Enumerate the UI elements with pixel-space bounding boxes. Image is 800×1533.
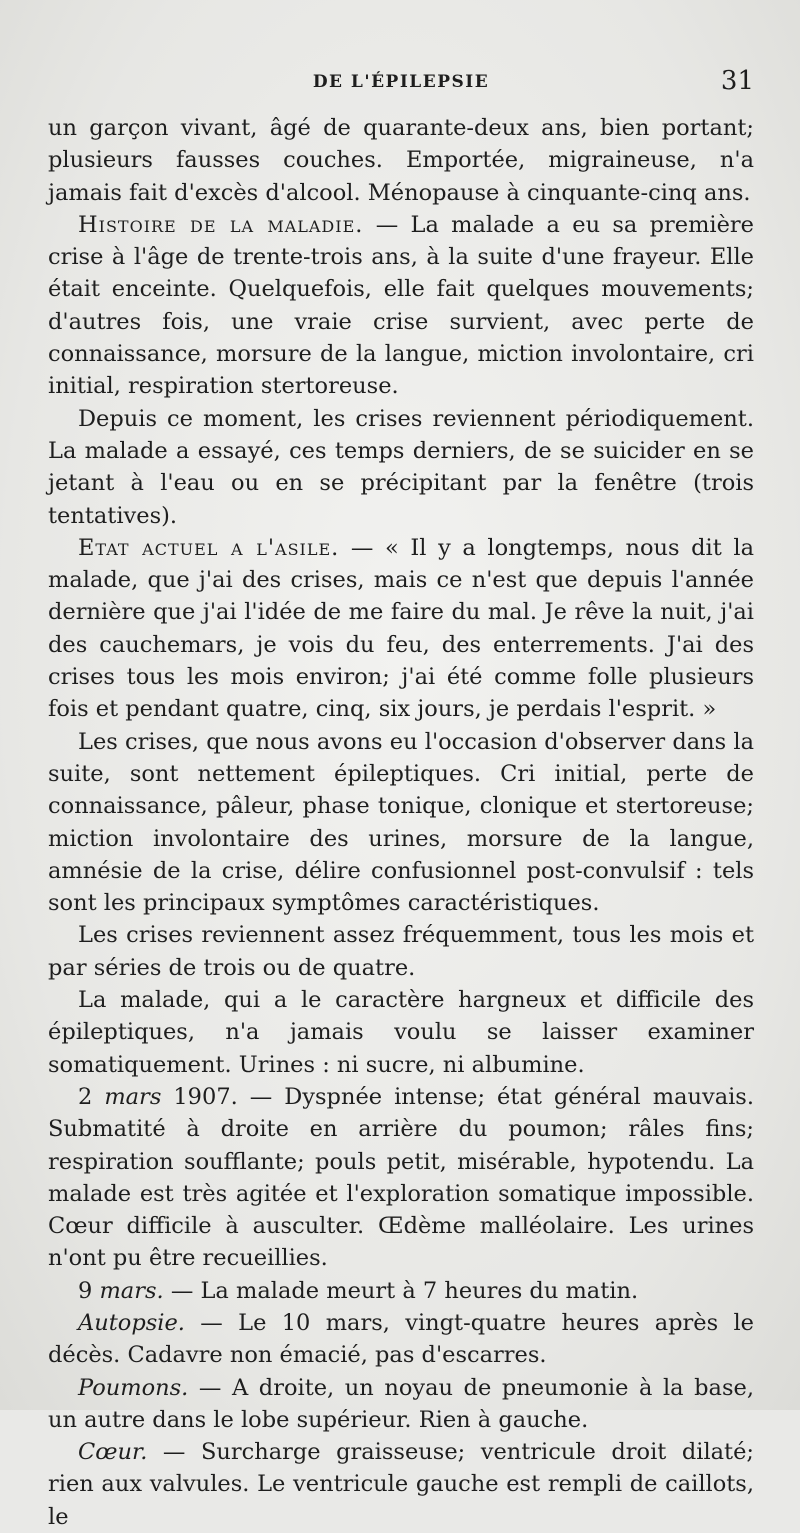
paragraph-observed-crises xyxy=(48,726,754,920)
body-text xyxy=(48,112,754,1533)
paragraph-character xyxy=(48,984,754,1081)
date-month: mars. xyxy=(99,1277,164,1304)
paragraph-text: — La malade a eu sa première crise à l'âge de trente-trois ans, à la suite d'une frayeur. Elle était enceinte. Quelquefois, elle fait quelques mouvements; d'autres fois, une vraie crise survient, avec perte de connaissance, morsure de la langue, miction involontaire, cri initial, respiration stertoreuse. xyxy=(48,211,755,400)
paragraph-since xyxy=(48,403,754,532)
lead-label-lungs: Poumons. xyxy=(78,1374,189,1401)
paragraph-text: Les crises reviennent assez fréquemment, tous les mois et par séries de trois ou de quatre. xyxy=(48,922,754,981)
page-number: 31 xyxy=(720,66,754,96)
paragraph-history xyxy=(48,209,754,403)
paragraph-text: La malade, qui a le caractère hargneux et difficile des épileptiques, n'a jamais voulu se laisser examiner somatiquement. Urines : ni sucre, ni albumine. xyxy=(48,987,754,1078)
paragraph-current-state xyxy=(48,532,754,726)
section-heading-history: Histoire de la maladie. xyxy=(78,211,364,238)
paragraph-text: — A droite, un noyau de pneumonie à la base, un autre dans le lobe supérieur. Rien à gauche. xyxy=(48,1374,754,1433)
paragraph-date-9-march xyxy=(48,1275,754,1307)
paragraph-text: Depuis ce moment, les crises reviennent périodiquement. La malade a essayé, ces temps derniers, de se suicider en se jetant à l'eau ou en se précipitant par la fenêtre (trois tentatives). xyxy=(48,405,754,529)
date-day: 9 xyxy=(78,1277,100,1304)
paragraph-text: Les crises, que nous avons eu l'occasion d'observer dans la suite, sont nettement épileptiques. Cri initial, perte de connaissance, pâleur, phase tonique, clonique et stertoreuse; miction involontaire des urines, morsure de la langue, amnésie de la crise, délire confusionnel post-convulsif : tels sont les principaux symptômes caractéristiques. xyxy=(48,728,754,917)
paragraph-text: — La malade meurt à 7 heures du matin. xyxy=(163,1277,639,1304)
lead-label-autopsy: Autopsie. xyxy=(78,1309,185,1336)
paragraph-text: un garçon vivant, âgé de quarante-deux ans, bien portant; plusieurs fausses couches. Emportée, migraineuse, n'a jamais fait d'excès d'alcool. Ménopause à cinquante-cinq ans. xyxy=(48,115,754,206)
paragraph-text: — Surcharge graisseuse; ventricule droit dilaté; rien aux valvules. Le ventricule gauche est rempli de caillots, le xyxy=(48,1439,754,1530)
date-month: mars xyxy=(104,1083,162,1110)
paragraph-lungs xyxy=(48,1372,754,1437)
lead-label-heart: Cœur. xyxy=(78,1439,148,1466)
paragraph-text: — Le 10 mars, vingt-quatre heures après le décès. Cadavre non émacié, pas d'escarres. xyxy=(48,1309,754,1369)
paragraph-text: — « Il y a longtemps, nous dit la malade, que j'ai des crises, mais ce n'est que depuis l'année dernière que j'ai l'idée de me faire du mal. Je rêve la nuit, j'ai des cauchemars, je vois du feu, des enterrements. J'ai des crises tous les mois environ; j'ai été comme folle plusieurs fois et pendant quatre, cinq, six jours, je perdais l'esprit. » xyxy=(48,534,754,723)
paragraph-frequency xyxy=(48,919,754,984)
paragraph-autopsy xyxy=(48,1307,754,1372)
paragraph-continuation xyxy=(48,112,754,209)
section-heading-current-state: Etat actuel a l'asile. xyxy=(78,534,340,561)
paragraph-heart xyxy=(48,1436,754,1533)
page-header xyxy=(48,66,754,106)
date-day: 2 xyxy=(78,1083,105,1110)
paragraph-date-2-march xyxy=(48,1081,754,1275)
running-head: DE L'ÉPILEPSIE xyxy=(312,72,490,92)
paragraph-text: 1907. — Dyspnée intense; état général mauvais. Submatité à droite en arrière du poumon; râles fins; respiration soufflante; pouls petit, misérable, hypotendu. La malade est très agitée et l'exploration somatique impossible. Cœur difficile à ausculter. Œdème malléolaire. Les urines n'ont pu être recueillies. xyxy=(48,1083,754,1272)
